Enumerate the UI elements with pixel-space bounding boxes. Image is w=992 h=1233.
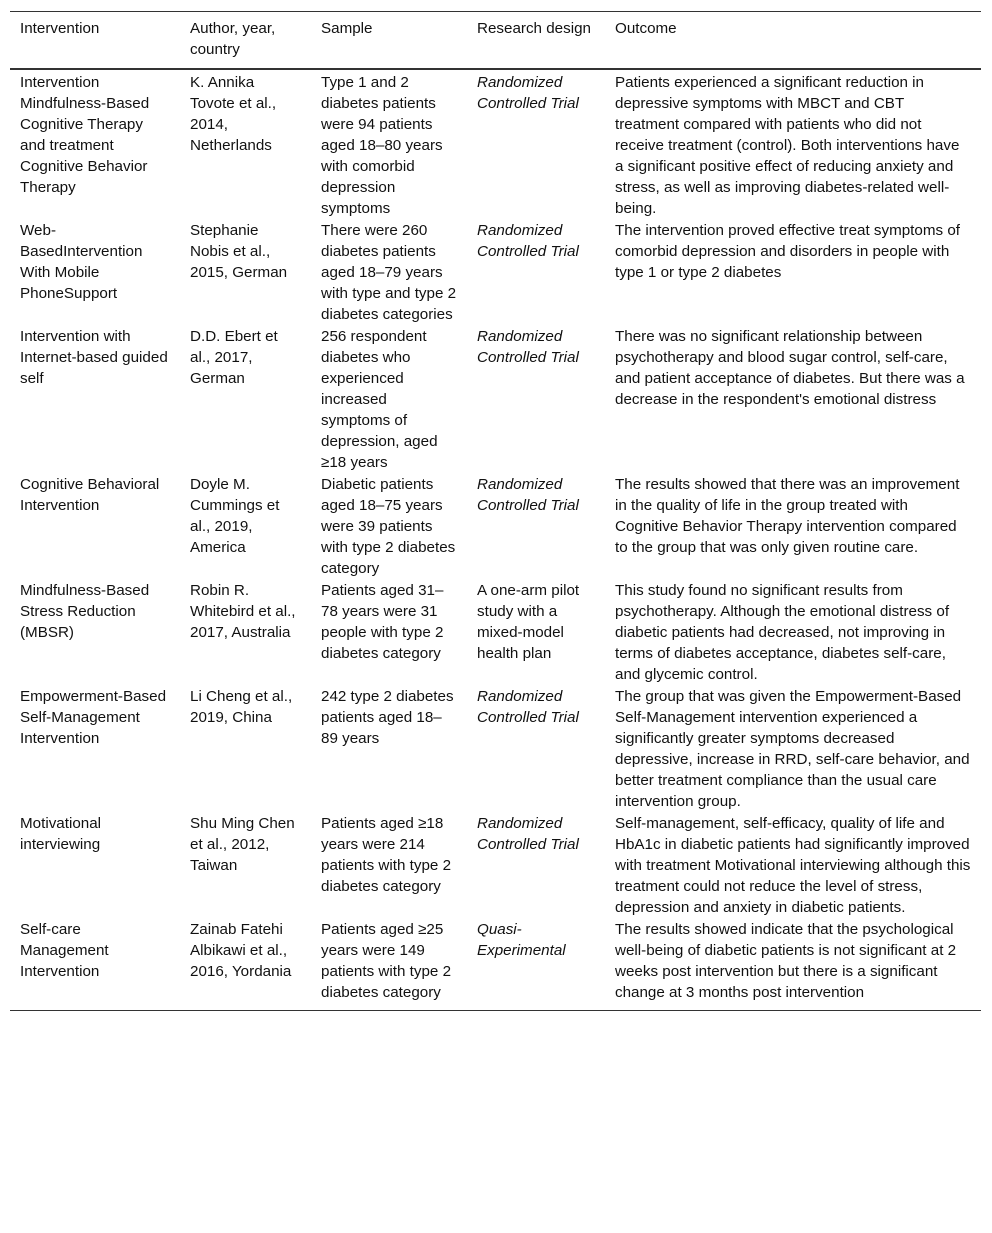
cell-author: Doyle M. Cummings et al., 2019, America: [190, 476, 280, 556]
cell-intervention: Mindfulness-Based Stress Reduction (MBSR): [20, 582, 150, 641]
cell-design: Randomized Controlled Trial: [477, 476, 579, 514]
cell-intervention: Web-BasedIntervention With Mobile PhoneSupport: [20, 222, 143, 302]
cell-author: D.D. Ebert et al., 2017, German: [190, 328, 278, 387]
cell-sample: 242 type 2 diabetes patients aged 18–89 years: [321, 688, 454, 747]
header-design: Research design: [477, 20, 591, 37]
cell-outcome: There was no significant relationship between psychotherapy and blood sugar control, self-care, and patient acceptance of diabetes. But there was a decrease in the respondent's emotional distress: [615, 328, 965, 408]
cell-design: Randomized Controlled Trial: [477, 328, 579, 366]
cell-sample: There were 260 diabetes patients aged 18–79 years with type and type 2 diabetes categories: [321, 222, 457, 323]
cell-intervention: Intervention Mindfulness-Based Cognitive Therapy and treatment Cognitive Behavior Therapy: [20, 74, 150, 196]
cell-sample: Patients aged ≥25 years were 149 patients with type 2 diabetes category: [321, 921, 452, 1001]
table-header: [10, 12, 981, 70]
table-row: [10, 812, 981, 918]
header-author: Author, year, country: [190, 20, 276, 58]
cell-outcome: This study found no significant results from psychotherapy. Although the emotional distress of diabetic patients had decreased, not improving in terms of diabetes acceptance, diabetes self-care, and glycemic control.: [615, 582, 950, 683]
cell-sample: Patients aged ≥18 years were 214 patients with type 2 diabetes category: [321, 815, 452, 895]
table-row: [10, 579, 981, 685]
cell-outcome: The results showed indicate that the psychological well-being of diabetic patients is not significant at 2 weeks post intervention but there is a significant change at 3 months post intervention: [615, 921, 957, 1001]
cell-design: Randomized Controlled Trial: [477, 815, 579, 853]
header-outcome: Outcome: [615, 20, 677, 37]
table-row: [10, 918, 981, 1011]
cell-author: Zainab Fatehi Albikawi et al., 2016, Yordania: [190, 921, 292, 980]
studies-table-container: [10, 11, 981, 1011]
cell-intervention: Empowerment-Based Self-Management Intervention: [20, 688, 167, 747]
header-sample: Sample: [321, 20, 373, 37]
cell-design: Randomized Controlled Trial: [477, 222, 579, 260]
cell-outcome: The results showed that there was an improvement in the quality of life in the group treated with Cognitive Behavior Therapy intervention compared to the group that was only given routine care.: [615, 476, 960, 556]
table-row: [10, 69, 981, 219]
cell-author: Shu Ming Chen et al., 2012, Taiwan: [190, 815, 295, 874]
cell-outcome: Patients experienced a significant reduction in depressive symptoms with MBCT and CBT treatment compared with patients who did not receive treatment (control). Both interventions have a significant positive effect of reducing anxiety and stress, as well as improving diabetes-related well-being.: [615, 74, 960, 217]
cell-author: Robin R. Whitebird et al., 2017, Australia: [190, 582, 296, 641]
cell-outcome: Self-management, self-efficacy, quality of life and HbA1c in diabetic patients had significantly improved with treatment Motivational interviewing although this treatment could not reduce the level of stress, depression and anxiety in diabetic patients.: [615, 815, 971, 916]
cell-author: K. Annika Tovote et al., 2014, Netherlands: [190, 74, 277, 154]
cell-sample: Diabetic patients aged 18–75 years were 39 patients with type 2 diabetes category: [321, 476, 456, 577]
cell-outcome: The group that was given the Empowerment-Based Self-Management intervention experienced a significantly greater symptoms decreased depressive, increase in RRD, self-care behavior, and better treatment compliance than the usual care intervention group.: [615, 688, 970, 810]
cell-design: Randomized Controlled Trial: [477, 74, 579, 112]
header-row: [10, 12, 981, 70]
table-row: [10, 685, 981, 812]
cell-intervention: Motivational interviewing: [20, 815, 102, 853]
studies-table: [10, 11, 981, 1011]
cell-intervention: Cognitive Behavioral Intervention: [20, 476, 160, 514]
cell-design: A one-arm pilot study with a mixed-model health plan: [477, 582, 580, 662]
table-row: [10, 325, 981, 473]
cell-author: Stephanie Nobis et al., 2015, German: [190, 222, 288, 281]
cell-sample: 256 respondent diabetes who experienced increased symptoms of depression, aged ≥18 years: [321, 328, 438, 471]
cell-outcome: The intervention proved effective treat symptoms of comorbid depression and disorders in people with type 1 or type 2 diabetes: [615, 222, 960, 281]
table-row: [10, 219, 981, 325]
header-intervention: Intervention: [20, 20, 100, 37]
table-row: [10, 473, 981, 579]
cell-design: Randomized Controlled Trial: [477, 688, 579, 726]
cell-design: Quasi-Experimental: [477, 921, 566, 959]
cell-sample: Type 1 and 2 diabetes patients were 94 patients aged 18–80 years with comorbid depression symptoms: [321, 74, 443, 217]
cell-sample: Patients aged 31–78 years were 31 people with type 2 diabetes category: [321, 582, 444, 662]
cell-author: Li Cheng et al., 2019, China: [190, 688, 293, 726]
table-body: [10, 69, 981, 1011]
cell-intervention: Self-care Management Intervention: [20, 921, 109, 980]
cell-intervention: Intervention with Internet-based guided self: [20, 328, 168, 387]
